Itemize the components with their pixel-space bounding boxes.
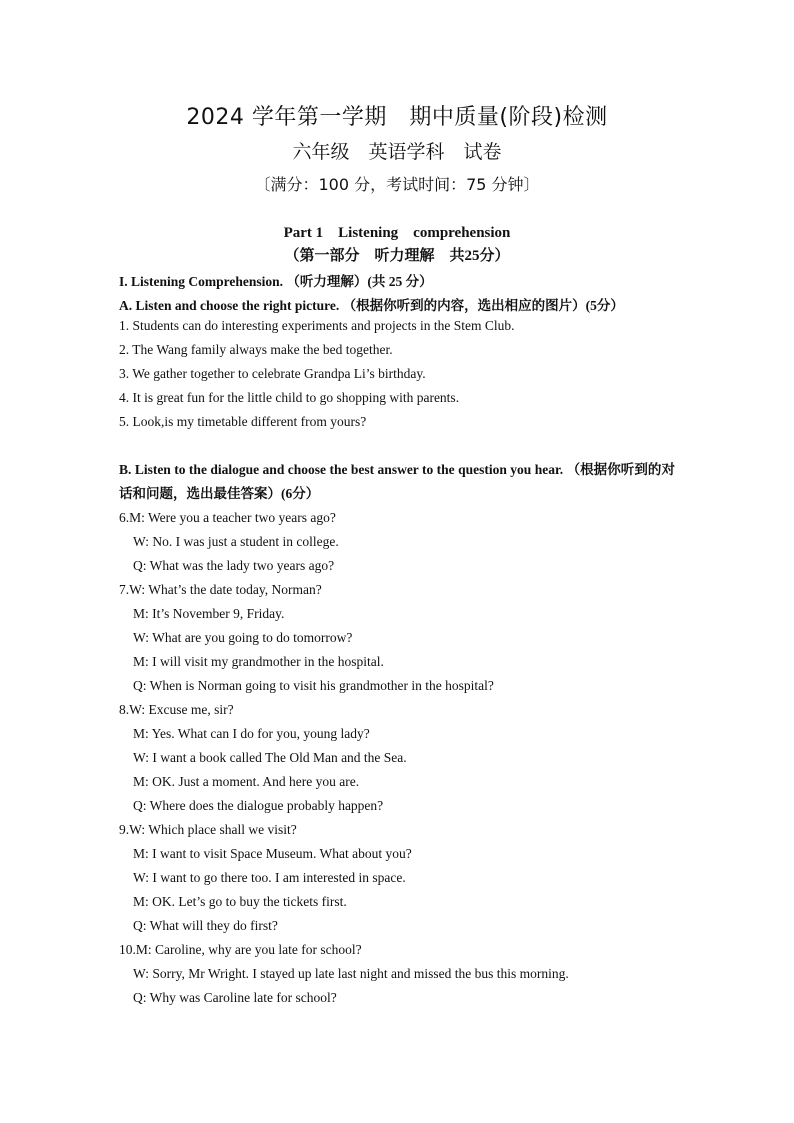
dialogue-line: 6.M: Were you a teacher two years ago? — [119, 510, 336, 525]
dialogue-question: Q: When is Norman going to visit his grandmother in the hospital? — [133, 678, 494, 693]
section-a-heading: A. Listen and choose the right picture. （根据你听到的内容，选出相应的图片）(5分） — [119, 298, 624, 313]
dialogue-line: 8.W: Excuse me, sir? — [119, 702, 234, 717]
section-a-item: 1. Students can do interesting experiments and projects in the Stem Club. — [119, 318, 515, 333]
part-title-cn: （第一部分 听力理解 共25分） — [284, 248, 510, 264]
section-a-item: 3. We gather together to celebrate Grandpa Li’s birthday. — [119, 366, 426, 381]
dialogue-line: M: It’s November 9, Friday. — [133, 606, 285, 621]
dialogue-question: Q: Where does the dialogue probably happen? — [133, 798, 384, 813]
exam-title: 2024 学年第一学期 期中质量(阶段)检测 — [186, 105, 608, 130]
dialogue-line: M: Yes. What can I do for you, young lady? — [133, 726, 370, 741]
exam-subtitle: 六年级 英语学科 试卷 — [292, 141, 502, 163]
dialogue-line: M: OK. Let’s go to buy the tickets first. — [133, 894, 347, 909]
dialogue-line: W: What are you going to do tomorrow? — [133, 630, 353, 645]
section-a-item: 5. Look,is my timetable different from yours? — [119, 414, 367, 429]
section-1-heading: I. Listening Comprehension. （听力理解）(共 25 分） — [119, 274, 433, 289]
part-title-en: Part 1 Listening comprehension — [283, 225, 511, 241]
dialogue-line: M: OK. Just a moment. And here you are. — [133, 774, 360, 789]
dialogue-line: 7.W: What’s the date today, Norman? — [119, 582, 322, 597]
section-a-item: 2. The Wang family always make the bed together. — [119, 342, 393, 357]
dialogue-question: Q: What was the lady two years ago? — [133, 558, 335, 573]
dialogue-line: W: Sorry, Mr Wright. I stayed up late last night and missed the bus this morning. — [133, 966, 569, 981]
dialogue-line: W: I want to go there too. I am interested in space. — [133, 870, 406, 885]
exam-meta: 〔满分：100 分，考试时间：75 分钟〕 — [254, 175, 540, 194]
section-a-item: 4. It is great fun for the little child to go shopping with parents. — [119, 390, 460, 405]
dialogue-line: 9.W: Which place shall we visit? — [119, 822, 297, 837]
dialogue-line: 10.M: Caroline, why are you late for school? — [119, 942, 362, 957]
dialogue-line: M: I will visit my grandmother in the hospital. — [133, 654, 384, 669]
dialogue-question: Q: Why was Caroline late for school? — [133, 990, 337, 1005]
dialogue-question: Q: What will they do first? — [133, 918, 278, 933]
dialogue-line: W: I want a book called The Old Man and the Sea. — [133, 750, 407, 765]
section-b-heading: B. Listen to the dialogue and choose the best answer to the question you hear. （根据你听到的对话和问题，选出最佳答案）(6分） — [119, 462, 675, 501]
dialogue-line: M: I want to visit Space Museum. What about you? — [133, 846, 412, 861]
dialogue-line: W: No. I was just a student in college. — [133, 534, 339, 549]
